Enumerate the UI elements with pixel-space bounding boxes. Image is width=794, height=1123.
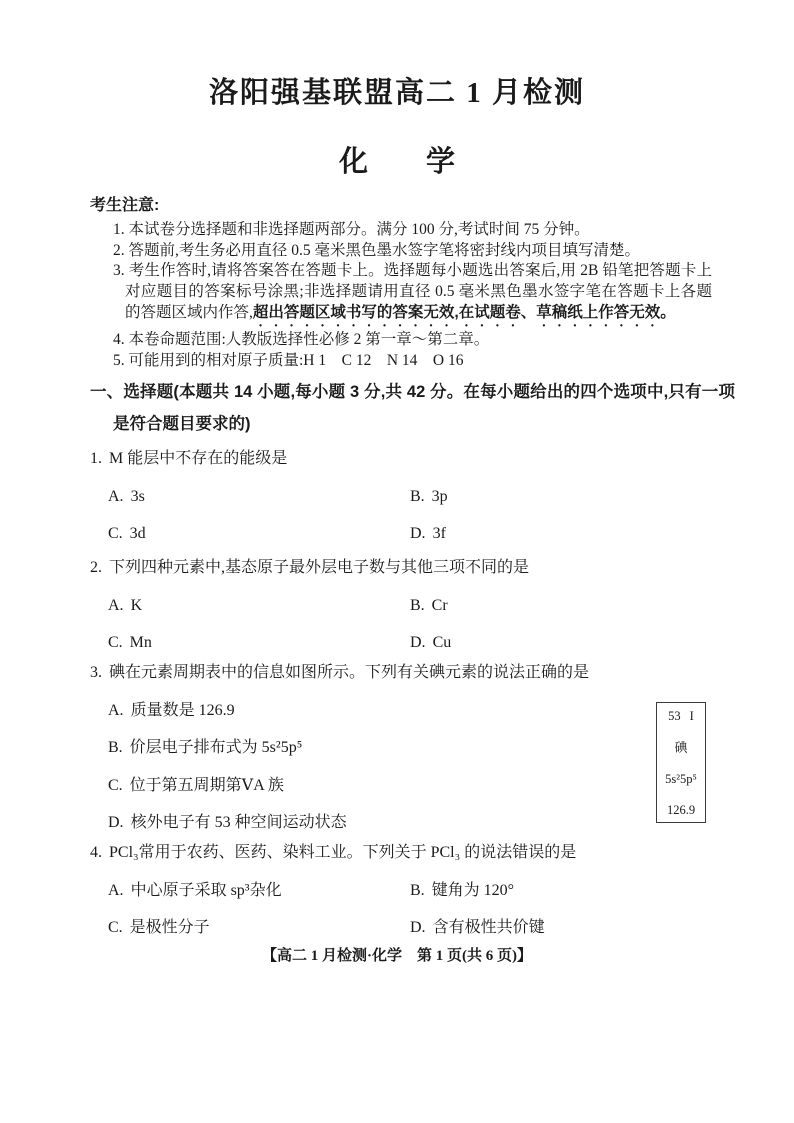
question-3-number: 3. xyxy=(90,664,102,681)
question-2-stem xyxy=(90,549,714,587)
question-4-options xyxy=(108,872,714,947)
notice-item-2: 2. 答题前,考生务必用直径 0.5 毫米黑色墨水签字笔将密封线内项目填写清楚。 xyxy=(113,241,641,259)
option-b xyxy=(410,587,714,625)
question-4-number: 4. xyxy=(90,844,102,861)
option-b-label: B. xyxy=(108,739,123,756)
option-b-text: 键角为 120° xyxy=(431,881,515,899)
option-a-text: 中心原子采取 sp³杂化 xyxy=(130,881,282,899)
option-b-text: 3p xyxy=(431,487,448,505)
candidate-notice xyxy=(90,196,712,372)
option-d-text: 3f xyxy=(432,525,446,542)
option-a-text: K xyxy=(130,596,143,614)
iodine-name: 碘 xyxy=(674,740,688,755)
option-a xyxy=(108,478,410,516)
iodine-periodic-table-cell xyxy=(656,702,706,823)
notice-heading: 考生注意: xyxy=(90,197,160,214)
exam-title: 洛阳强基联盟高二 1 月检测 xyxy=(208,77,585,109)
question-1-number: 1. xyxy=(90,450,102,467)
notice-item-1: 1. 本试卷分选择题和非选择题两部分。满分 100 分,考试时间 75 分钟。 xyxy=(113,220,590,238)
question-2-text: 下列四种元素中,基态原子最外层电子数与其他三项不同的是 xyxy=(109,559,530,576)
option-d-label: D. xyxy=(410,634,426,651)
option-b xyxy=(410,478,714,516)
question-2-number: 2. xyxy=(90,559,102,576)
option-c-text: 是极性分子 xyxy=(129,919,210,936)
option-a-label: A. xyxy=(108,701,124,719)
option-b-label: B. xyxy=(410,881,425,899)
option-c xyxy=(108,515,410,553)
option-c-label: C. xyxy=(108,776,123,794)
question-4-stem xyxy=(90,834,714,872)
option-b xyxy=(410,872,714,910)
option-c-text: Mn xyxy=(129,634,152,651)
question-1 xyxy=(90,440,714,553)
option-d-text: 含有极性共价键 xyxy=(432,919,545,936)
option-a xyxy=(108,692,635,730)
option-d-label: D. xyxy=(410,525,426,542)
option-b xyxy=(108,729,635,767)
notice-item-3 xyxy=(90,261,712,330)
iodine-valence-config: 5s²5p⁵ xyxy=(665,771,697,786)
iodine-cell-header xyxy=(668,710,694,723)
question-4-text: PCl₃常用于农药、医药、染料工业。下列关于 PCl₃ 的说法错误的是 xyxy=(109,844,577,861)
option-a xyxy=(108,587,410,625)
page-footer: 【高二 1 月检测·化学 第 1 页(共 6 页)】 xyxy=(262,948,532,964)
option-b-label: B. xyxy=(410,596,425,614)
question-1-options xyxy=(108,478,714,553)
option-d-text: Cu xyxy=(432,634,452,651)
option-c-label: C. xyxy=(108,525,123,542)
question-3-options xyxy=(108,692,635,842)
option-a-label: A. xyxy=(108,596,124,614)
notice-item-5: 5. 可能用到的相对原子质量:H 1 C 12 N 14 O 16 xyxy=(113,351,464,369)
option-b-label: B. xyxy=(410,487,425,505)
notice-item-3-emphasis: 超出答题区域书写的答案无效,在试题卷、草稿纸上作答无效。 xyxy=(252,303,676,321)
iodine-relative-mass: 126.9 xyxy=(666,802,696,817)
option-c-text: 3d xyxy=(129,525,146,542)
question-1-stem xyxy=(90,440,714,478)
iodine-symbol: I xyxy=(689,709,694,723)
subject-title: 化 学 xyxy=(338,146,455,178)
option-d xyxy=(410,909,714,947)
option-d-label: D. xyxy=(108,814,124,831)
option-a-label: A. xyxy=(108,881,124,899)
notice-item-3-text: 3. 考生作答时,请将答案答在答题卡上。选择题每小题选出答案后,用 2B 铅笔把答题卡上对应题目的答案标号涂黑;非选择题请用直径 0.5 毫米黑色墨水签字笔在答题卡上各题的答题区域内作答, xyxy=(113,262,712,321)
question-3-text: 碘在元素周期表中的信息如图所示。下列有关碘元素的说法正确的是 xyxy=(109,664,590,681)
option-c-text: 位于第五周期第ⅤA 族 xyxy=(129,776,284,794)
option-a xyxy=(108,872,410,910)
question-3 xyxy=(90,654,635,842)
question-1-text: M 能层中不存在的能级是 xyxy=(109,450,288,467)
option-b-text: Cr xyxy=(431,596,448,614)
question-4 xyxy=(90,834,714,947)
question-2-options xyxy=(108,587,714,662)
option-c-label: C. xyxy=(108,634,123,651)
notice-item-4: 4. 本卷命题范围:人教版选择性必修 2 第一章～第二章。 xyxy=(113,330,490,348)
option-c xyxy=(108,767,635,805)
question-2 xyxy=(90,549,714,662)
option-c-label: C. xyxy=(108,919,123,936)
option-a-label: A. xyxy=(108,487,124,505)
option-a-text: 3s xyxy=(130,487,145,505)
option-a-text: 质量数是 126.9 xyxy=(130,701,235,719)
question-3-stem xyxy=(90,654,635,692)
section-heading-choice: 一、选择题(本题共 14 小题,每小题 3 分,共 42 分。在每小题给出的四个选项中,只有一项是符合题目要求的) xyxy=(90,383,735,433)
option-d-text: 核外电子有 53 种空间运动状态 xyxy=(130,814,347,831)
option-c xyxy=(108,909,410,947)
iodine-atomic-number: 53 xyxy=(668,709,681,723)
option-b-text: 价层电子排布式为 5s²5p⁵ xyxy=(129,739,303,756)
option-d xyxy=(410,515,714,553)
option-d-label: D. xyxy=(410,919,426,936)
